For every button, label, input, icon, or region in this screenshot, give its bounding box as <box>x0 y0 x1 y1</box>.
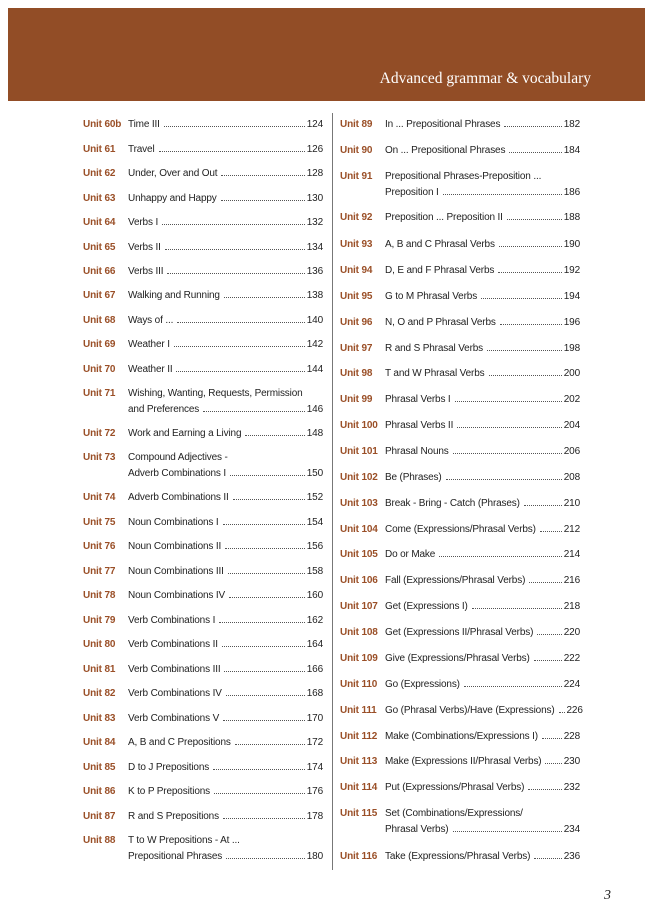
entry-page-number: 132 <box>306 217 323 228</box>
unit-number: Unit 103 <box>340 498 378 509</box>
entry-page-number: 186 <box>563 187 580 198</box>
unit-number: Unit 112 <box>340 731 378 742</box>
entry-title: Go (Phrasal Verbs)/Have (Expressions) <box>385 705 555 716</box>
dot-leader <box>464 686 562 687</box>
dot-leader <box>213 769 305 770</box>
unit-number: Unit 109 <box>340 653 378 664</box>
entry-page-number: 174 <box>306 762 323 773</box>
entry-title: Verbs III <box>128 266 164 277</box>
entry-title: Time III <box>128 119 160 130</box>
entry-title: Compound Adjectives - <box>128 452 228 463</box>
entry-page-number: 212 <box>563 524 580 535</box>
unit-number: Unit 66 <box>83 266 116 277</box>
entry-title: In ... Prepositional Phrases <box>385 119 501 130</box>
entry-title: and Preferences <box>128 404 200 415</box>
entry-title: Wishing, Wanting, Requests, Permission <box>128 388 303 399</box>
dot-leader <box>164 126 305 127</box>
entry-page-number: 164 <box>306 639 323 650</box>
entry-title: Phrasal Verbs II <box>385 420 454 431</box>
dot-leader <box>229 597 305 598</box>
entry-page-number: 166 <box>306 664 323 675</box>
dot-leader <box>245 435 304 436</box>
entry-title: Be (Phrases) <box>385 472 442 483</box>
entry-title: Weather I <box>128 339 170 350</box>
entry-title: Verb Combinations III <box>128 664 221 675</box>
unit-number: Unit 74 <box>83 492 116 503</box>
unit-number: Unit 91 <box>340 171 373 182</box>
entry-page-number: 234 <box>563 824 580 835</box>
entry-title: Prepositional Phrases-Preposition ... <box>385 171 542 182</box>
dot-leader <box>500 324 562 325</box>
book-title: Advanced grammar & vocabulary <box>379 70 591 87</box>
unit-number: Unit 114 <box>340 782 378 793</box>
entry-page-number: 198 <box>563 343 580 354</box>
unit-number: Unit 65 <box>83 242 116 253</box>
entry-title: Phrasal Verbs I <box>385 394 451 405</box>
entry-page-number: 148 <box>306 428 323 439</box>
unit-number: Unit 94 <box>340 265 373 276</box>
unit-number: Unit 78 <box>83 590 116 601</box>
entry-page-number: 144 <box>306 364 323 375</box>
entry-title: Give (Expressions/Phrasal Verbs) <box>385 653 530 664</box>
unit-number: Unit 69 <box>83 339 116 350</box>
entry-page-number: 156 <box>306 541 323 552</box>
unit-number: Unit 101 <box>340 446 378 457</box>
dot-leader <box>224 671 304 672</box>
entry-page-number: 214 <box>563 549 580 560</box>
dot-leader <box>455 401 562 402</box>
entry-page-number: 178 <box>306 811 323 822</box>
entry-page-number: 138 <box>306 290 323 301</box>
entry-title: G to M Phrasal Verbs <box>385 291 478 302</box>
dot-leader <box>453 453 562 454</box>
entry-title: Verbs I <box>128 217 159 228</box>
unit-number: Unit 102 <box>340 472 378 483</box>
unit-number: Unit 104 <box>340 524 378 535</box>
unit-number: Unit 62 <box>83 168 116 179</box>
entry-page-number: 228 <box>563 731 580 742</box>
entry-title: Phrasal Verbs) <box>385 824 449 835</box>
entry-title: N, O and P Phrasal Verbs <box>385 317 496 328</box>
dot-leader <box>537 634 561 635</box>
entry-page-number: 136 <box>306 266 323 277</box>
unit-number: Unit 86 <box>83 786 116 797</box>
dot-leader <box>167 273 304 274</box>
unit-number: Unit 77 <box>83 566 116 577</box>
dot-leader <box>498 272 562 273</box>
unit-number: Unit 108 <box>340 627 378 638</box>
dot-leader <box>174 346 305 347</box>
unit-number: Unit 67 <box>83 290 116 301</box>
unit-number: Unit 87 <box>83 811 116 822</box>
entry-page-number: 152 <box>306 492 323 503</box>
entry-title: Unhappy and Happy <box>128 193 217 204</box>
entry-page-number: 130 <box>306 193 323 204</box>
unit-number: Unit 80 <box>83 639 116 650</box>
entry-title: Get (Expressions II/Phrasal Verbs) <box>385 627 534 638</box>
entry-title: Phrasal Nouns <box>385 446 449 457</box>
dot-leader <box>162 224 305 225</box>
unit-number: Unit 92 <box>340 212 373 223</box>
entry-page-number: 182 <box>563 119 580 130</box>
dot-leader <box>545 763 561 764</box>
unit-number: Unit 83 <box>83 713 116 724</box>
unit-number: Unit 85 <box>83 762 116 773</box>
entry-page-number: 236 <box>563 851 580 862</box>
entry-title: Verbs II <box>128 242 161 253</box>
dot-leader <box>542 738 562 739</box>
dot-leader <box>224 297 305 298</box>
unit-number: Unit 61 <box>83 144 116 155</box>
unit-number: Unit 93 <box>340 239 373 250</box>
unit-number: Unit 106 <box>340 575 378 586</box>
entry-page-number: 140 <box>306 315 323 326</box>
dot-leader <box>176 371 304 372</box>
entry-title: Make (Expressions II/Phrasal Verbs) <box>385 756 542 767</box>
unit-number: Unit 115 <box>340 808 378 819</box>
entry-page-number: 224 <box>563 679 580 690</box>
unit-number: Unit 88 <box>83 835 116 846</box>
unit-number: Unit 72 <box>83 428 116 439</box>
dot-leader <box>177 322 305 323</box>
entry-title: Verb Combinations I <box>128 615 216 626</box>
dot-leader <box>221 175 304 176</box>
entry-title: A, B and C Phrasal Verbs <box>385 239 495 250</box>
entry-page-number: 126 <box>306 144 323 155</box>
entry-title: R and S Phrasal Verbs <box>385 343 484 354</box>
entry-page-number: 146 <box>306 404 323 415</box>
dot-leader <box>453 831 562 832</box>
entry-page-number: 188 <box>563 212 580 223</box>
entry-page-number: 134 <box>306 242 323 253</box>
entry-title: A, B and C Prepositions <box>128 737 231 748</box>
dot-leader <box>489 375 562 376</box>
dot-leader <box>481 298 562 299</box>
entry-title: Walking and Running <box>128 290 220 301</box>
unit-number: Unit 75 <box>83 517 116 528</box>
entry-page-number: 196 <box>563 317 580 328</box>
entry-title: Verb Combinations II <box>128 639 218 650</box>
dot-leader <box>439 556 562 557</box>
unit-number: Unit 105 <box>340 549 378 560</box>
unit-number: Unit 63 <box>83 193 116 204</box>
dot-leader <box>226 858 305 859</box>
entry-title: Travel <box>128 144 155 155</box>
entry-page-number: 124 <box>306 119 323 130</box>
dot-leader <box>472 608 562 609</box>
entry-title: Break - Bring - Catch (Phrases) <box>385 498 520 509</box>
dot-leader <box>443 194 562 195</box>
entry-page-number: 192 <box>563 265 580 276</box>
entry-title: Come (Expressions/Phrasal Verbs) <box>385 524 536 535</box>
entry-page-number: 222 <box>563 653 580 664</box>
entry-page-number: 232 <box>563 782 580 793</box>
entry-title: Put (Expressions/Phrasal Verbs) <box>385 782 525 793</box>
entry-title: On ... Prepositional Phrases <box>385 145 506 156</box>
dot-leader <box>214 793 305 794</box>
entry-page-number: 200 <box>563 368 580 379</box>
entry-title: Fall (Expressions/Phrasal Verbs) <box>385 575 526 586</box>
unit-number: Unit 70 <box>83 364 116 375</box>
entry-page-number: 184 <box>563 145 580 156</box>
dot-leader <box>235 744 305 745</box>
entry-title: K to P Prepositions <box>128 786 211 797</box>
entry-page-number: 194 <box>563 291 580 302</box>
dot-leader <box>507 219 562 220</box>
unit-number: Unit 73 <box>83 452 116 463</box>
entry-title: Ways of ... <box>128 315 174 326</box>
entry-page-number: 230 <box>563 756 580 767</box>
unit-number: Unit 111 <box>340 705 377 716</box>
dot-leader <box>203 411 305 412</box>
dot-leader <box>226 695 305 696</box>
unit-number: Unit 110 <box>340 679 378 690</box>
entry-page-number: 176 <box>306 786 323 797</box>
unit-number: Unit 81 <box>83 664 116 675</box>
entry-title: Noun Combinations II <box>128 541 222 552</box>
entry-title: Preposition ... Preposition II <box>385 212 503 223</box>
entry-page-number: 210 <box>563 498 580 509</box>
entry-page-number: 226 <box>566 705 583 716</box>
unit-number: Unit 99 <box>340 394 373 405</box>
unit-number: Unit 79 <box>83 615 116 626</box>
unit-number: Unit 68 <box>83 315 116 326</box>
entry-title: Set (Combinations/Expressions/ <box>385 808 523 819</box>
dot-leader <box>225 548 305 549</box>
entry-title: T and W Phrasal Verbs <box>385 368 485 379</box>
entry-page-number: 172 <box>306 737 323 748</box>
dot-leader <box>540 531 562 532</box>
entry-title: Noun Combinations I <box>128 517 219 528</box>
entry-title: Verb Combinations IV <box>128 688 222 699</box>
entry-page-number: 202 <box>563 394 580 405</box>
unit-number: Unit 82 <box>83 688 116 699</box>
dot-leader <box>487 350 562 351</box>
dot-leader <box>534 660 562 661</box>
entry-title: D to J Prepositions <box>128 762 210 773</box>
unit-number: Unit 98 <box>340 368 373 379</box>
dot-leader <box>159 151 305 152</box>
entry-title: Get (Expressions I) <box>385 601 468 612</box>
dot-leader <box>524 505 562 506</box>
dot-leader <box>223 818 305 819</box>
unit-number: Unit 100 <box>340 420 378 431</box>
unit-number: Unit 84 <box>83 737 116 748</box>
unit-number: Unit 64 <box>83 217 116 228</box>
entry-title: Noun Combinations IV <box>128 590 226 601</box>
dot-leader <box>223 524 305 525</box>
entry-page-number: 170 <box>306 713 323 724</box>
unit-number: Unit 113 <box>340 756 378 767</box>
entry-page-number: 168 <box>306 688 323 699</box>
entry-title: Under, Over and Out <box>128 168 218 179</box>
dot-leader <box>221 200 305 201</box>
entry-title: Noun Combinations III <box>128 566 224 577</box>
entry-title: Take (Expressions/Phrasal Verbs) <box>385 851 531 862</box>
dot-leader <box>165 249 305 250</box>
entry-title: D, E and F Phrasal Verbs <box>385 265 495 276</box>
entry-page-number: 160 <box>306 590 323 601</box>
dot-leader <box>223 720 305 721</box>
entry-title: Verb Combinations V <box>128 713 220 724</box>
dot-leader <box>504 126 561 127</box>
unit-number: Unit 90 <box>340 145 373 156</box>
entry-title: Work and Earning a Living <box>128 428 242 439</box>
entry-page-number: 180 <box>306 851 323 862</box>
dot-leader <box>529 582 561 583</box>
entry-title: Go (Expressions) <box>385 679 460 690</box>
entry-page-number: 218 <box>563 601 580 612</box>
entry-title: Prepositional Phrases <box>128 851 223 862</box>
dot-leader <box>499 246 562 247</box>
unit-number: Unit 89 <box>340 119 373 130</box>
entry-page-number: 190 <box>563 239 580 250</box>
unit-number: Unit 71 <box>83 388 116 399</box>
dot-leader <box>534 858 561 859</box>
unit-number: Unit 116 <box>340 851 378 862</box>
entry-page-number: 162 <box>306 615 323 626</box>
entry-title: R and S Prepositions <box>128 811 219 822</box>
page-number: 3 <box>604 888 611 903</box>
entry-page-number: 150 <box>306 468 323 479</box>
entry-title: Adverb Combinations I <box>128 468 227 479</box>
dot-leader <box>233 499 305 500</box>
entry-title: Adverb Combinations II <box>128 492 229 503</box>
column-divider <box>332 113 333 870</box>
entry-title: T to W Prepositions - At ... <box>128 835 240 846</box>
dot-leader <box>457 427 562 428</box>
entry-title: Make (Combinations/Expressions I) <box>385 731 538 742</box>
unit-number: Unit 60b <box>83 119 122 130</box>
entry-page-number: 142 <box>306 339 323 350</box>
unit-number: Unit 96 <box>340 317 373 328</box>
entry-title: Preposition I <box>385 187 439 198</box>
entry-page-number: 204 <box>563 420 580 431</box>
dot-leader <box>222 646 305 647</box>
dot-leader <box>228 573 305 574</box>
entry-page-number: 154 <box>306 517 323 528</box>
dot-leader <box>528 789 561 790</box>
entry-page-number: 208 <box>563 472 580 483</box>
entry-page-number: 158 <box>306 566 323 577</box>
dot-leader <box>219 622 305 623</box>
entry-page-number: 206 <box>563 446 580 457</box>
dot-leader <box>509 152 561 153</box>
entry-title: Weather II <box>128 364 173 375</box>
dot-leader <box>446 479 562 480</box>
dot-leader <box>230 475 305 476</box>
entry-page-number: 220 <box>563 627 580 638</box>
entry-page-number: 128 <box>306 168 323 179</box>
unit-number: Unit 107 <box>340 601 378 612</box>
entry-title: Do or Make <box>385 549 436 560</box>
unit-number: Unit 76 <box>83 541 116 552</box>
unit-number: Unit 95 <box>340 291 373 302</box>
unit-number: Unit 97 <box>340 343 373 354</box>
dot-leader <box>559 712 565 713</box>
entry-page-number: 216 <box>563 575 580 586</box>
